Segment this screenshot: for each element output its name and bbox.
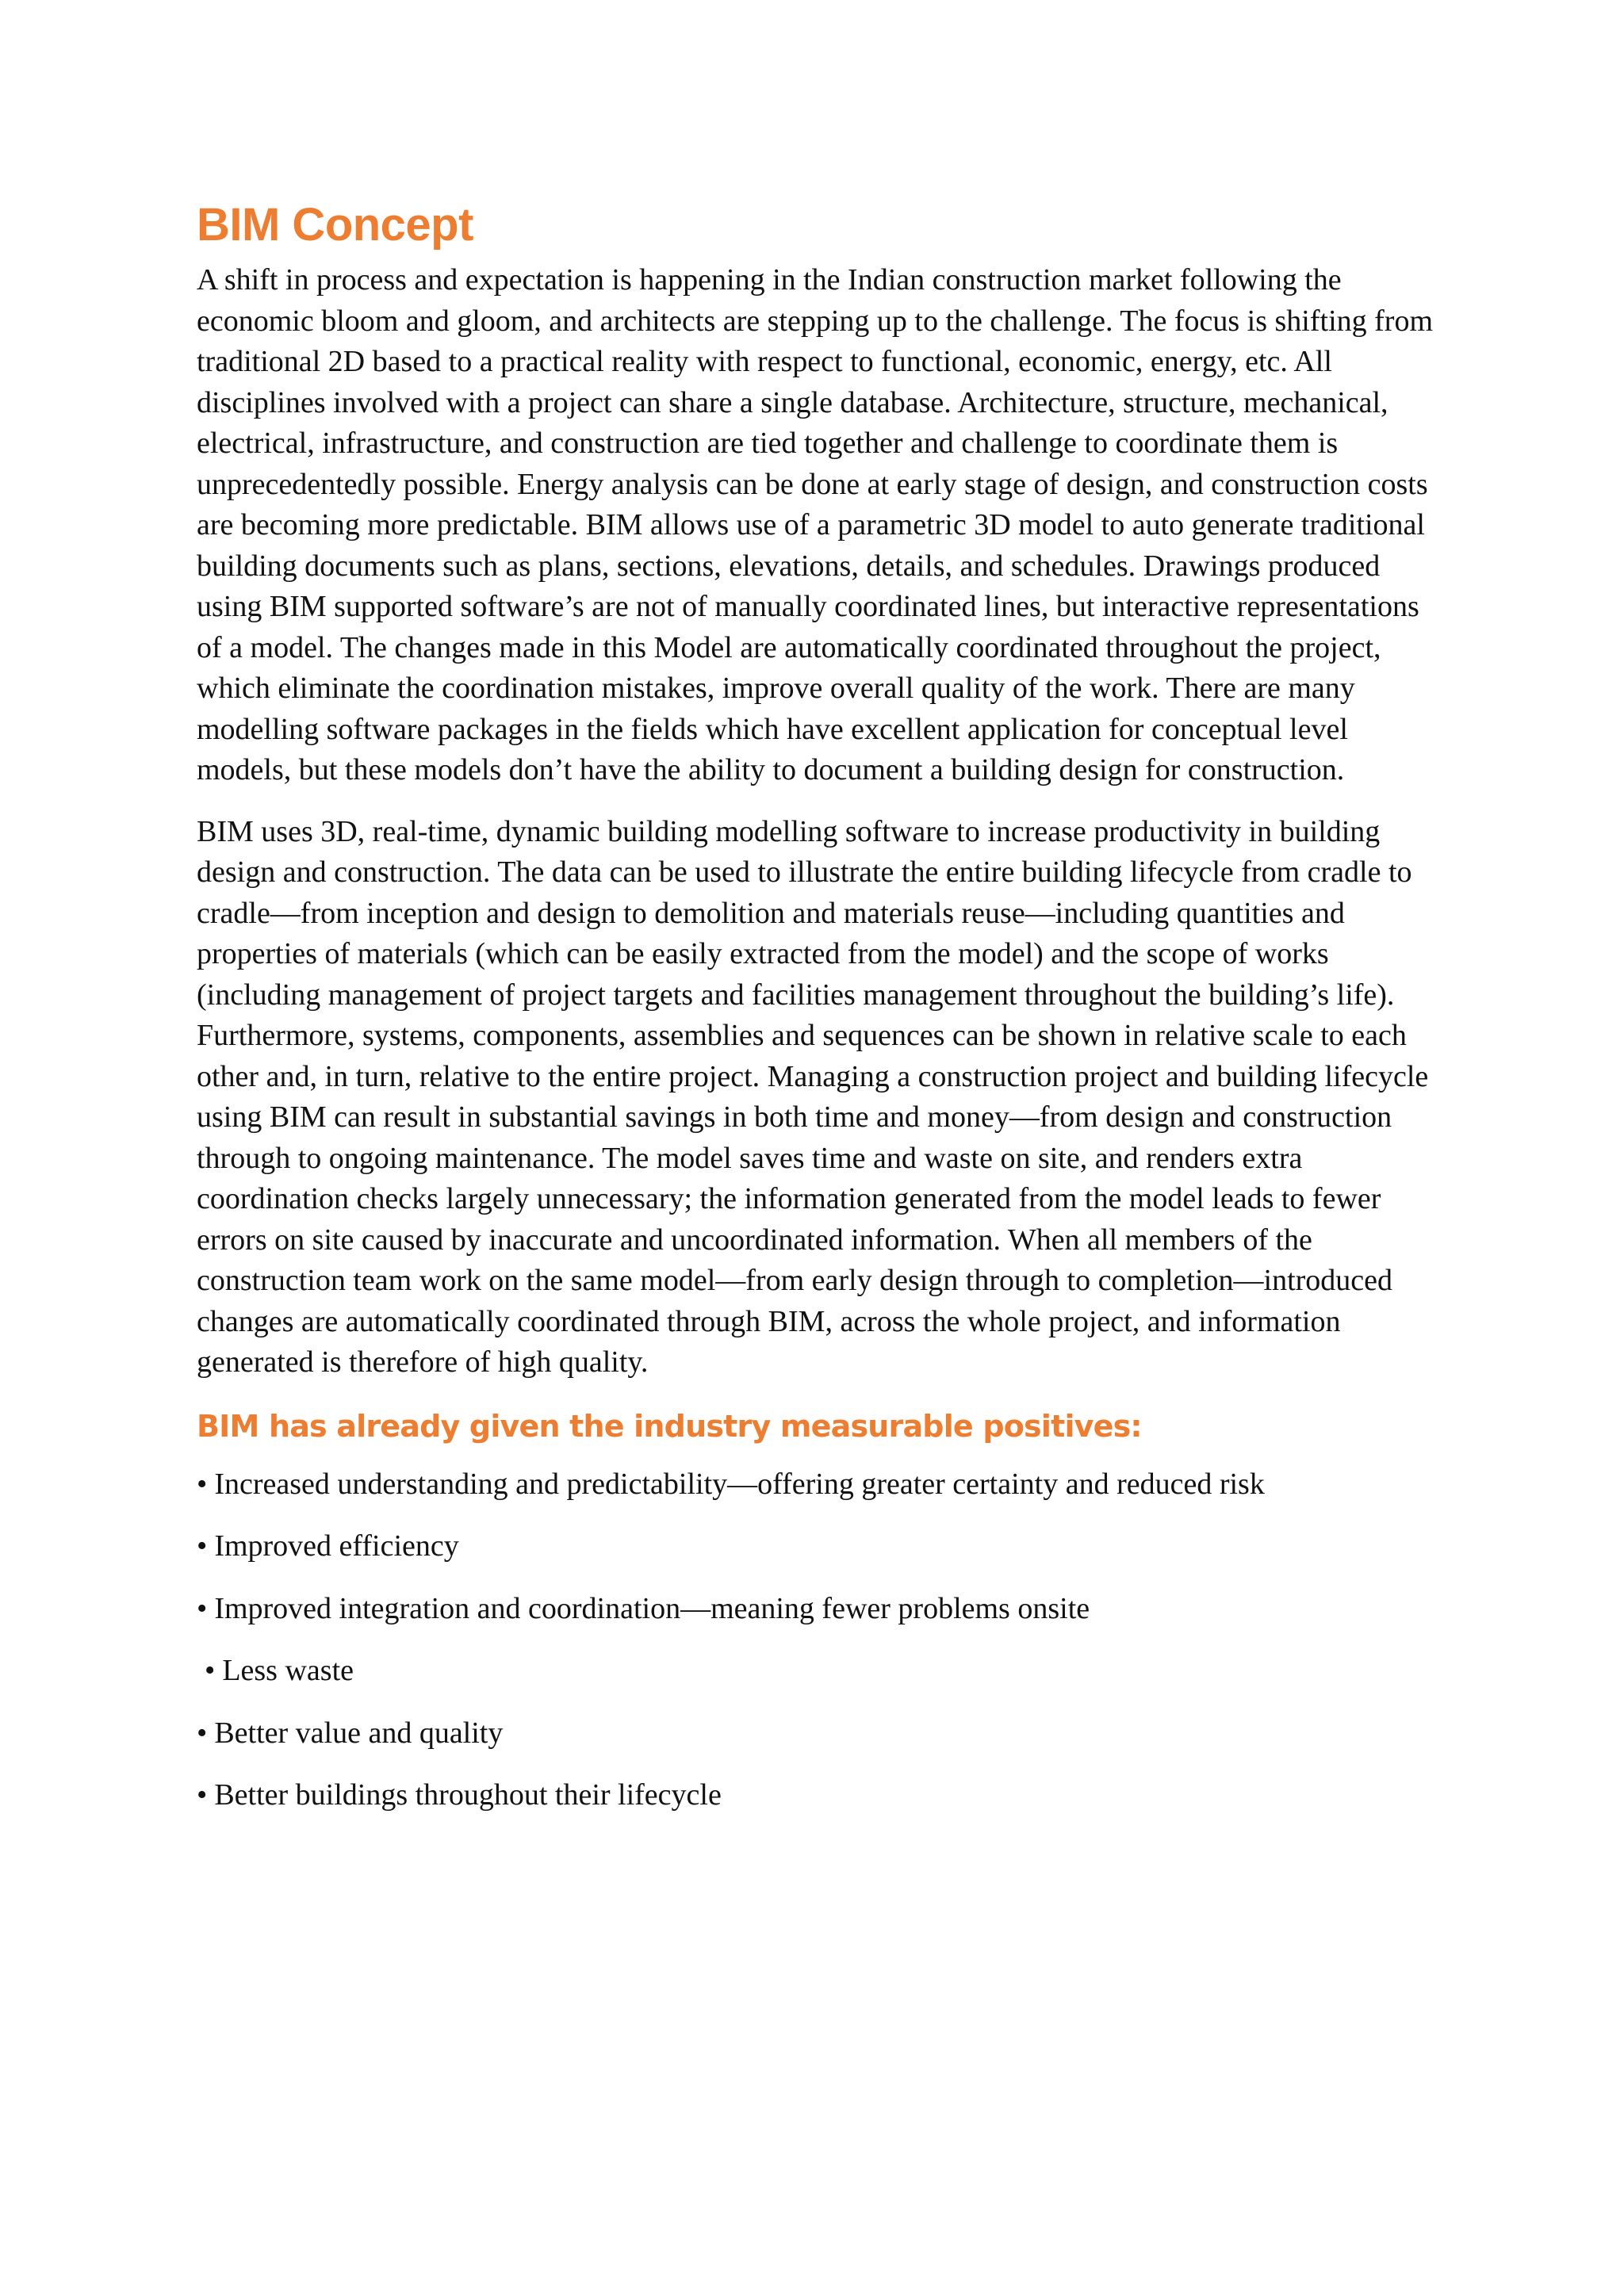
positives-list bbox=[197, 1464, 1434, 1816]
page-title: BIM Concept bbox=[197, 199, 473, 251]
bullet-icon: • bbox=[197, 1529, 208, 1563]
list-item bbox=[197, 1526, 1434, 1567]
paragraph-intro: A shift in process and expectation is happening in the Indian construction market following the economic bloom and gloom, and architects are stepping up to the challenge. The focus is shifting from traditional 2D based to a practical reality with respect to functional, economic, energy, etc. All disciplines involved with a project can share a single database. Architecture, structure, mechanical, electrical, infrastructure, and construction are tied together and challenge to coordinate them is unprecedentedly possible. Energy analysis can be done at early stage of design, and construction costs are becoming more predictable. BIM allows use of a parametric 3D model to auto generate traditional building documents such as plans, sections, elevations, details, and schedules. Drawings produced using BIM supported software’s are not of manually coordinated lines, but interactive representations of a model. The changes made in this Model are automatically coordinated throughout the project, which eliminate the coordination mistakes, improve overall quality of the work. There are many modelling software packages in the fields which have excellent application for conceptual level models, but these models don’t have the ability to document a building design for construction. bbox=[197, 263, 1434, 786]
list-item-text: Less waste bbox=[222, 1654, 354, 1687]
paragraph-bim-uses: BIM uses 3D, real-time, dynamic building modelling software to increase productivity in building design and construction. The data can be used to illustrate the entire building lifecycle from cradle to cradle—from inception and design to demolition and materials reuse—including quantities and properties of materials (which can be easily extracted from the model) and the scope of works (including management of project targets and facilities management throughout the building’s life). Furthermore, systems, components, assemblies and sequences can be shown in relative scale to each other and, in turn, relative to the entire project. Managing a construction project and building lifecycle using BIM can result in substantial savings in both time and money—from design and construction through to ongoing maintenance. The model saves time and waste on site, and renders extra coordination checks largely unnecessary; the information generated from the model leads to fewer errors on site caused by inaccurate and uncoordinated information. When all members of the construction team work on the same model—from early design through to completion—introduced changes are automatically coordinated through BIM, across the whole project, and information generated is therefore of high quality. bbox=[197, 814, 1429, 1379]
list-item-text: Increased understanding and predictability—offering greater certainty and reduced risk bbox=[214, 1467, 1265, 1501]
list-item bbox=[197, 1775, 1434, 1816]
list-item bbox=[197, 1713, 1434, 1755]
list-item-text: Better value and quality bbox=[214, 1716, 504, 1750]
section-heading-positives: BIM has already given the industry measurable positives: bbox=[197, 1408, 1142, 1444]
bullet-icon: • bbox=[205, 1654, 216, 1687]
list-item bbox=[197, 1651, 1434, 1692]
list-item bbox=[197, 1464, 1434, 1506]
list-item-text: Improved efficiency bbox=[214, 1529, 459, 1563]
list-item-text: Improved integration and coordination—meaning fewer problems onsite bbox=[214, 1591, 1090, 1625]
bullet-icon: • bbox=[197, 1467, 208, 1501]
bullet-icon: • bbox=[197, 1591, 208, 1625]
list-item-text: Better buildings throughout their lifecycle bbox=[214, 1778, 722, 1812]
document-page bbox=[197, 197, 1434, 1838]
list-item bbox=[197, 1589, 1434, 1630]
bullet-icon: • bbox=[197, 1716, 208, 1750]
bullet-icon: • bbox=[197, 1778, 208, 1812]
